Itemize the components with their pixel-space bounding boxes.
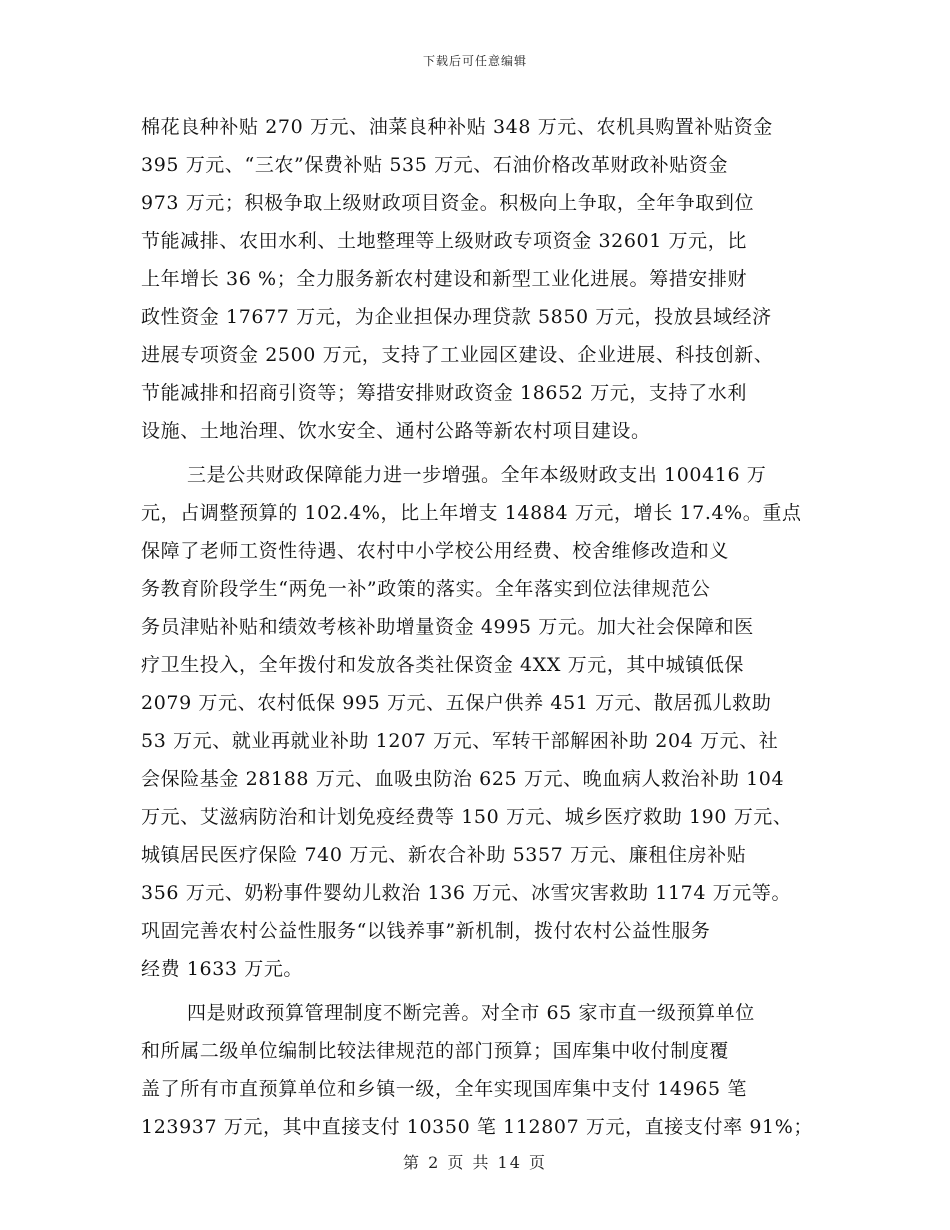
text-line: 三是公共财政保障能力进一步增强。全年本级财政支出 100416 万: [187, 464, 767, 486]
text-line: 政性资金 17677 万元，为企业担保办理贷款 5850 万元，投放县域经济: [141, 306, 772, 328]
text-line: 经费 1633 万元。: [141, 958, 304, 980]
text-line: 节能减排和招商引资等；筹措安排财政资金 18652 万元，支持了水利: [141, 382, 747, 404]
text-line: 进展专项资金 2500 万元，支持了工业园区建设、企业进展、科技创新、: [141, 344, 774, 366]
paragraph-1: [141, 108, 831, 450]
text-line: 棉花良种补贴 270 万元、油菜良种补贴 348 万元、农机具购置补贴资金: [141, 116, 773, 138]
text-line: 务员津贴补贴和绩效考核补助增量资金 4995 万元。加大社会保障和医: [141, 616, 754, 638]
text-line: 保障了老师工资性待遇、农村中小学校公用经费、校舍维修改造和义: [141, 540, 730, 562]
document-body: [141, 108, 831, 1146]
text-line: 万元、艾滋病防治和计划免疫经费等 150 万元、城乡医疗救助 190 万元、: [141, 806, 793, 828]
text-line: 会保险基金 28188 万元、血吸虫防治 625 万元、晚血病人救治补助 104: [141, 768, 785, 790]
text-line: 节能减排、农田水利、土地整理等上级财政专项资金 32601 万元，比: [141, 230, 747, 252]
text-line: 元，占调整预算的 102.4%，比上年增支 14884 万元，增长 17.4%。重点: [141, 502, 802, 524]
paragraph-2: [141, 456, 831, 988]
text-line: 疗卫生投入，全年拨付和发放各类社保资金 4XX 万元，其中城镇低保: [141, 654, 745, 676]
page-header: 下载后可任意编辑: [422, 54, 527, 68]
text-line: 395 万元、“三农”保费补贴 535 万元、石油价格改革财政补贴资金: [141, 154, 729, 176]
text-line: 和所属二级单位编制比较法律规范的部门预算；国库集中收付制度覆: [141, 1040, 730, 1062]
text-line: 973 万元；积极争取上级财政项目资金。积极向上争取，全年争取到位: [141, 192, 755, 214]
text-line: 盖了所有市直预算单位和乡镇一级，全年实现国库集中支付 14965 笔: [141, 1078, 747, 1100]
page-number: 第 2 页 共 14 页: [403, 1153, 547, 1172]
text-line: 上年增长 36 %；全力服务新农村建设和新型工业化进展。筹措安排财: [141, 268, 748, 290]
text-line: 2079 万元、农村低保 995 万元、五保户供养 451 万元、散居孤儿救助: [141, 692, 772, 714]
text-line: 四是财政预算管理制度不断完善。对全市 65 家市直一级预算单位: [187, 1002, 755, 1024]
text-line: 城镇居民医疗保险 740 万元、新农合补助 5357 万元、廉租住房补贴: [141, 844, 747, 866]
text-line: 356 万元、奶粉事件婴幼儿救治 136 万元、冰雪灾害救助 1174 万元等。: [141, 882, 792, 904]
text-line: 设施、土地治理、饮水安全、通村公路等新农村项目建设。: [141, 420, 651, 442]
text-line: 务教育阶段学生“两免一补”政策的落实。全年落实到位法律规范公: [141, 578, 711, 600]
text-line: 53 万元、就业再就业补助 1207 万元、军转干部解困补助 204 万元、社: [141, 730, 779, 752]
text-line: 巩固完善农村公益性服务“以钱养事”新机制，拨付农村公益性服务: [141, 920, 711, 942]
paragraph-3: [141, 994, 831, 1146]
text-line: 123937 万元，其中直接支付 10350 笔 112807 万元，直接支付率 91%；: [141, 1116, 813, 1138]
